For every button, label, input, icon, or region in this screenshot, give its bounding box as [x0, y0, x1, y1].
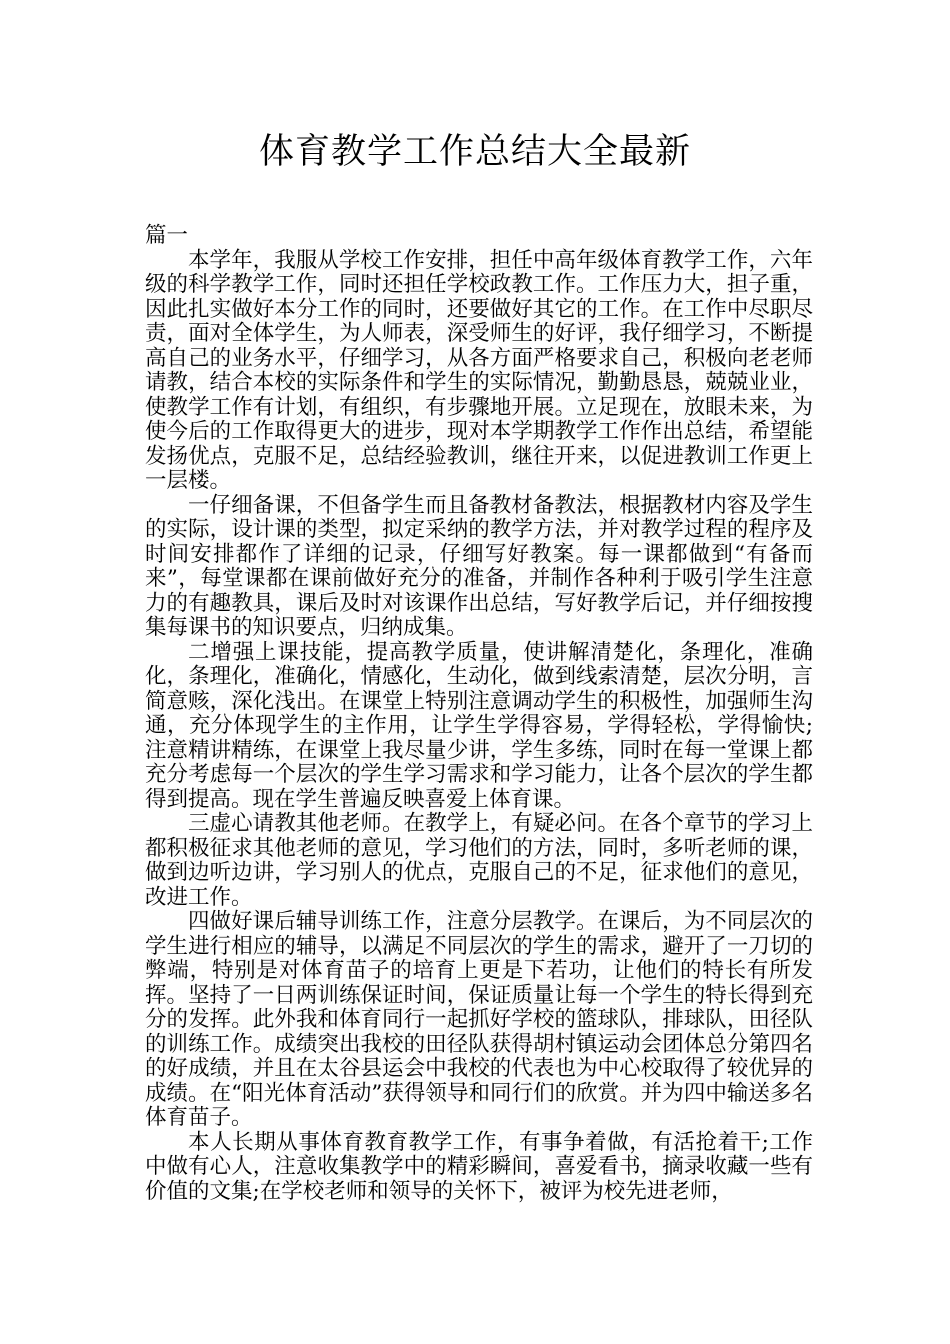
- paragraph-intro: 本学年，我服从学校工作安排，担任中高年级体育教学工作，六年级的科学教学工作，同时还担任学校政教工作。工作压力大，担子重，因此扎实做好本分工作的同时，还要做好其它的工作。在工作中尽职尽责，面对全体学生，为人师表，深受师生的好评，我仔细学习，不断提高自己的业务水平，仔细学习，从各方面严格要求自己，积极向老老师请教，结合本校的实际条件和学生的实际情况，勤勤恳恳，兢兢业业，使教学工作有计划，有组织，有步骤地开展。立足现在，放眼未来，为使今后的工作取得更大的进步，现对本学期教学工作作出总结，希望能发扬优点，克服不足，总结经验教训，继往开来，以促进教训工作更上一层楼。: [145, 247, 813, 493]
- paragraph-after-class-training: 四做好课后辅导训练工作，注意分层教学。在课后，为不同层次的学生进行相应的辅导，以满足不同层次的学生的需求，避开了一刀切的弊端，特别是对体育苗子的培育上更是下若功，让他们的特长有所发挥。坚持了一日两训练保证时间，保证质量让每一个学生的特长得到充分的发挥。此外我和体育同行一起抓好学校的篮球队，排球队，田径队的训练工作。成绩突出我校的田径队获得胡村镇运动会团体总分第四名的好成绩，并且在太谷县运会中我校的代表也为中心校取得了较优异的成绩。在“阳光体育活动”获得领导和同行们的欣赏。并为四中输送多名体育苗子。: [145, 909, 813, 1130]
- paragraph-consult-teachers: 三虚心请教其他老师。在教学上，有疑必问。在各个章节的学习上都积极征求其他老师的意见，学习他们的方法，同时，多听老师的课，做到边听边讲，学习别人的优点，克服自己的不足，征求他们的意见，改进工作。: [145, 811, 813, 910]
- document-title: 体育教学工作总结大全最新: [258, 132, 691, 172]
- paragraph-teaching-skills: 二增强上课技能，提高教学质量，使讲解清楚化，条理化，准确化，条理化，准确化，情感化，生动化，做到线索清楚，层次分明，言简意赅，深化浅出。在课堂上特别注意调动学生的积极性，加强师生沟通，充分体现学生的主作用，让学生学得容易，学得轻松，学得愉快;注意精讲精练，在课堂上我尽量少讲，学生多练，同时在每一堂课上都充分考虑每一个层次的学生学习需求和学习能力，让各个层次的学生都得到提高。现在学生普遍反映喜爱上体育课。: [145, 639, 813, 812]
- document-body: [145, 224, 813, 1204]
- paragraph-personal-work: 本人长期从事体育教育教学工作，有事争着做，有活抢着干;工作中做有心人，注意收集教学中的精彩瞬间，喜爱看书，摘录收藏一些有价值的文集;在学校老师和领导的关怀下，被评为校先进老师，: [145, 1129, 813, 1204]
- section-label: 篇一: [145, 223, 189, 248]
- paragraph-lesson-preparation: 一仔细备课，不但备学生而且备教材备教法，根据教材内容及学生的实际，设计课的类型，拟定采纳的教学方法，并对教学过程的程序及时间安排都作了详细的记录，仔细写好教案。每一课都做到“有备而来”，每堂课都在课前做好充分的准备，并制作各种利于吸引学生注意力的有趣教具，课后及时对该课作出总结，写好教学后记，并仔细按搜集每课书的知识要点，归纳成集。: [145, 492, 813, 640]
